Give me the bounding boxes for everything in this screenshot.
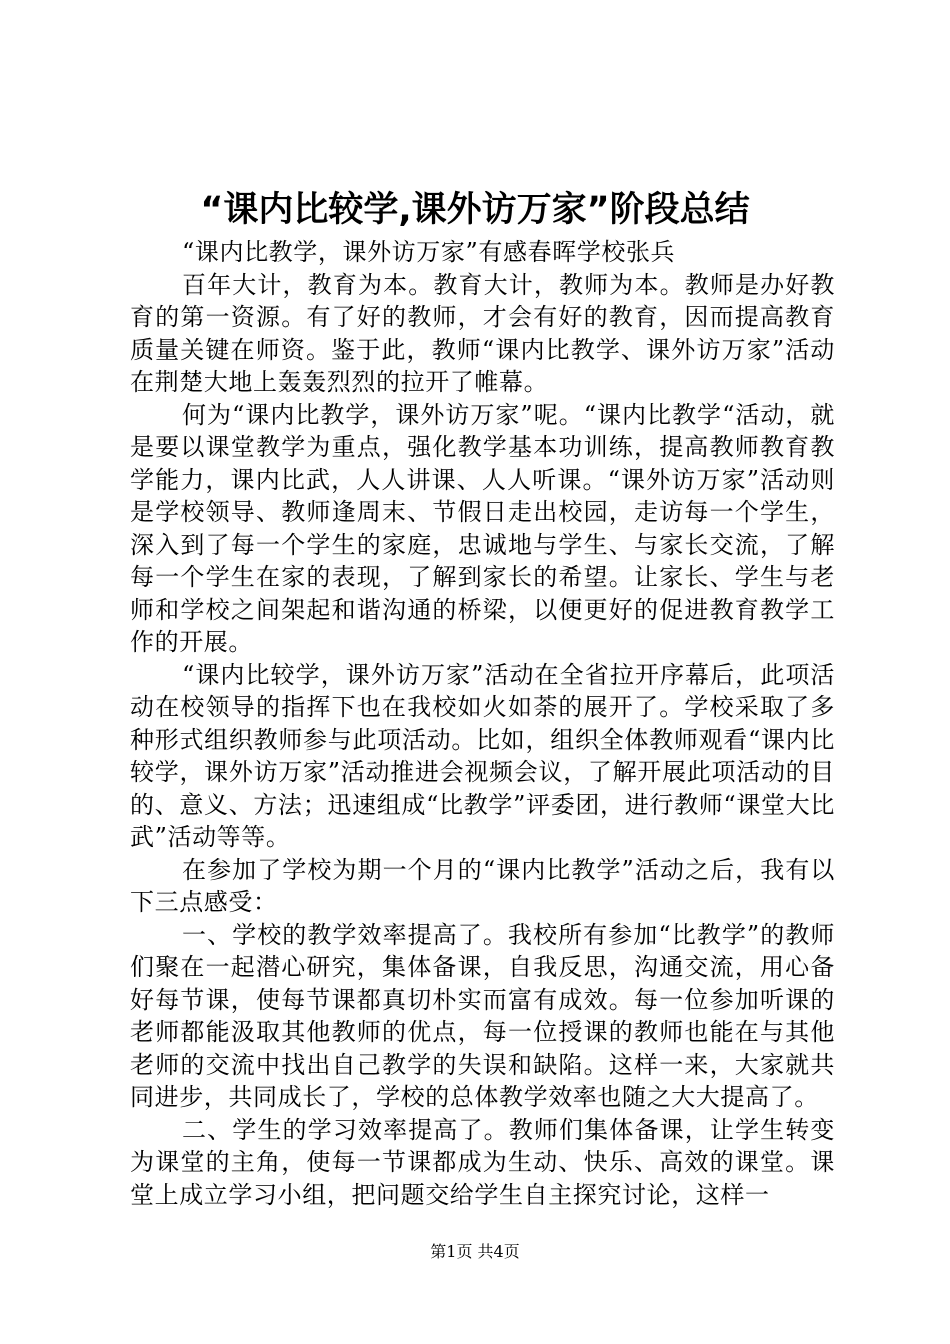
- document-title: “课内比较学,课外访万家”阶段总结: [200, 190, 750, 230]
- byline-paragraph: “课内比教学，课外访万家”有感春晖学校张兵: [182, 238, 676, 266]
- body-paragraph: 百年大计，教育为本。教育大计，教师为本。教师是办好教育的第一资源。有了好的教师，才会有好的教育，因而提高教育质量关键在师资。鉴于此，教师“课内比教学、课外访万家”活动在荆楚大地上轰轰烈烈的拉开了帷幕。: [130, 270, 835, 396]
- document-body: [130, 236, 835, 1211]
- body-paragraph: 在参加了学校为期一个月的“课内比教学”活动之后，我有以下三点感受：: [130, 855, 835, 916]
- page-number-footer: 第1页 共4页: [430, 1242, 520, 1261]
- body-paragraph: “课内比较学，课外访万家”活动在全省拉开序幕后，此项活动在校领导的指挥下也在我校如火如荼的展开了。学校采取了多种形式组织教师参与此项活动。比如，组织全体教师观看“课内比较学，课外访万家”活动推进会视频会议，了解开展此项活动的目的、意义、方法；迅速组成“比教学”评委团，进行教师“课堂大比武”活动等等。: [130, 660, 835, 851]
- body-paragraph: 二、学生的学习效率提高了。教师们集体备课，让学生转变为课堂的主角，使每一节课都成为生动、快乐、高效的课堂。课堂上成立学习小组，把问题交给学生自主探究讨论，这样一: [130, 1115, 835, 1209]
- body-paragraph: 何为“课内比教学，课外访万家”呢。“课内比教学“活动，就是要以课堂教学为重点，强化教学基本功训练，提高教师教育教学能力，课内比武，人人讲课、人人听课。“课外访万家”活动则是学校领导、教师逢周末、节假日走出校园，走访每一个学生，深入到了每一个学生的家庭，忠诚地与学生、与家长交流，了解每一个学生在家的表现，了解到家长的希望。让家长、学生与老师和学校之间架起和谐沟通的桥梁，以便更好的促进教育教学工作的开展。: [130, 400, 835, 656]
- body-paragraph: 一、学校的教学效率提高了。我校所有参加“比教学”的教师们聚在一起潜心研究，集体备课，自我反思，沟通交流，用心备好每节课，使每节课都真切朴实而富有成效。每一位参加听课的老师都能汲取其他教师的优点，每一位授课的教师也能在与其他老师的交流中找出自己教学的失误和缺陷。这样一来，大家就共同进步，共同成长了，学校的总体教学效率也随之大大提高了。: [130, 920, 835, 1111]
